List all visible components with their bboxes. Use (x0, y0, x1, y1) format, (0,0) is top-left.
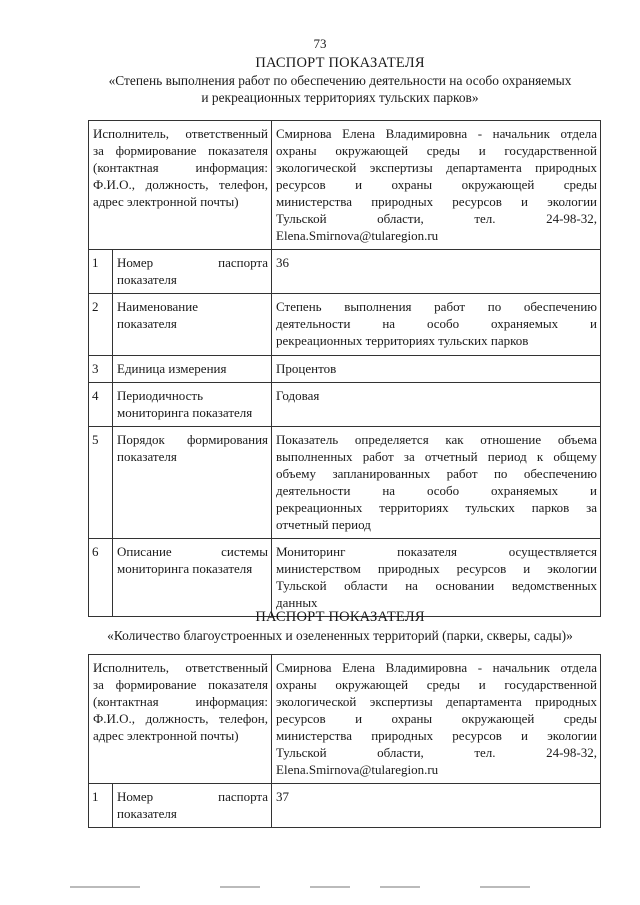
row-label (113, 784, 272, 828)
table-row (89, 539, 601, 617)
cell-text-line: министерства природных ресурсов и экологии (276, 194, 598, 209)
cell-text-line: Показатель определяется как отношение объема (276, 432, 598, 447)
executor-row (89, 655, 601, 784)
cell-text-line: Порядок формирования (117, 432, 269, 447)
row-label (113, 250, 272, 294)
cell-text-line: министерством природных ресурсов и экологии (276, 561, 598, 576)
cell-text-line: Номер паспорта (117, 255, 269, 270)
cell-text-line: экологической экспертизы департамента природных (276, 160, 598, 175)
cell-text-line: Смирнова Елена Владимировна - начальник отдела (276, 126, 598, 141)
row-number: 5 (89, 427, 113, 539)
row-label (113, 383, 272, 427)
cell-text-line: данных (276, 595, 318, 610)
cell-text-line: показателя (117, 806, 177, 821)
row-value (272, 294, 601, 356)
row-value (272, 356, 601, 383)
cell-text-line: адрес электронной почты) (93, 194, 239, 209)
cell-text-line: Ф.И.О., должность, телефон, (93, 711, 269, 726)
cell-text-line: (контактная информация: (93, 694, 269, 709)
cell-text-line: Описание системы (117, 544, 269, 559)
cell-text-line: Номер паспорта (117, 789, 269, 804)
cell-text-line: Исполнитель, ответственный (93, 660, 269, 675)
table-row (89, 294, 601, 356)
cell-text-line: рекреационных территориях тульских парков (276, 333, 529, 348)
cell-text-line: адрес электронной почты) (93, 728, 239, 743)
cell-text-line: за формирование показателя (93, 677, 269, 692)
page-number: 73 (313, 36, 327, 51)
row-number: 2 (89, 294, 113, 356)
cell-text-line: 36 (276, 255, 290, 270)
row-number: 3 (89, 356, 113, 383)
row-number: 6 (89, 539, 113, 617)
cell-text-line: охраны окружающей среды и государственной (276, 143, 598, 158)
cell-text-line: деятельности на особо охраняемых и (276, 483, 598, 498)
row-number: 1 (89, 250, 113, 294)
cell-text-line: Процентов (276, 361, 337, 376)
passport-2-subtitle-line-1: «Количество благоустроенных и озелененных территорий (парки, скверы, сады)» (107, 628, 573, 643)
cell-text-line: показателя (117, 272, 177, 287)
cell-text-line: показателя (117, 449, 177, 464)
cell-text-line: показателя (117, 316, 177, 331)
row-number: 1 (89, 784, 113, 828)
executor-value-cell (272, 655, 601, 784)
cell-text-line: Наименование (117, 299, 198, 314)
cell-text-line: отчетный период (276, 517, 371, 532)
executor-value-cell (272, 121, 601, 250)
passport-1-subtitle-line-1: «Степень выполнения работ по обеспечению деятельности на особо охраняемых (108, 73, 572, 88)
row-label (113, 294, 272, 356)
row-value (272, 539, 601, 617)
table-row (89, 383, 601, 427)
cell-text-line: ресурсов и охраны окружающей среды (276, 711, 598, 726)
cell-text-line: объему запланированных работ по обеспечению (276, 466, 598, 481)
row-value (272, 784, 601, 828)
cell-text-line: выполненных работ за отчетный период к общему (276, 449, 598, 464)
cell-text-line: Тульской области на основании ведомственных (276, 578, 598, 593)
table-row (89, 356, 601, 383)
cell-text-line: мониторинга показателя (117, 561, 253, 576)
cell-text-line: ресурсов и охраны окружающей среды (276, 177, 598, 192)
cell-text-line: деятельности на особо охраняемых и (276, 316, 598, 331)
row-label (113, 356, 272, 383)
cell-text-line: (контактная информация: (93, 160, 269, 175)
cell-text-line: экологической экспертизы департамента природных (276, 694, 598, 709)
cell-text-line: Степень выполнения работ по обеспечению (276, 299, 598, 314)
passport-1-subtitle-line-2: и рекреационных территориях тульских парков» (201, 90, 479, 105)
passport-1-table (88, 120, 601, 617)
scan-footer-marks (60, 886, 620, 890)
passport-2-title: ПАСПОРТ ПОКАЗАТЕЛЯ (255, 609, 425, 625)
passport-1-title: ПАСПОРТ ПОКАЗАТЕЛЯ (255, 55, 425, 71)
cell-text-line: Исполнитель, ответственный (93, 126, 269, 141)
cell-text-line: Elena.Smirnova@tularegion.ru (276, 228, 439, 243)
cell-text-line: Ф.И.О., должность, телефон, (93, 177, 269, 192)
cell-text-line: Мониторинг показателя осуществляется (276, 544, 598, 559)
cell-text-line: мониторинга показателя (117, 405, 253, 420)
row-label (113, 427, 272, 539)
cell-text-line: за формирование показателя (93, 143, 269, 158)
cell-text-line: Годовая (276, 388, 320, 403)
cell-text-line: Смирнова Елена Владимировна - начальник отдела (276, 660, 598, 675)
cell-text-line: Единица измерения (117, 361, 227, 376)
row-number: 4 (89, 383, 113, 427)
passport-2-table (88, 654, 601, 828)
cell-text-line: охраны окружающей среды и государственной (276, 677, 598, 692)
row-value (272, 383, 601, 427)
cell-text-line: Тульской области, тел. 24-98-32, (276, 745, 598, 760)
table-row (89, 784, 601, 828)
executor-row (89, 121, 601, 250)
row-label (113, 539, 272, 617)
cell-text-line: Elena.Smirnova@tularegion.ru (276, 762, 439, 777)
executor-label-cell (89, 655, 272, 784)
table-row (89, 250, 601, 294)
row-value (272, 250, 601, 294)
cell-text-line: 37 (276, 789, 290, 804)
cell-text-line: Периодичность (117, 388, 204, 403)
cell-text-line: рекреационных территориях тульских парков за (276, 500, 598, 515)
executor-label-cell (89, 121, 272, 250)
table-row (89, 427, 601, 539)
cell-text-line: Тульской области, тел. 24-98-32, (276, 211, 598, 226)
row-value (272, 427, 601, 539)
cell-text-line: министерства природных ресурсов и экологии (276, 728, 598, 743)
